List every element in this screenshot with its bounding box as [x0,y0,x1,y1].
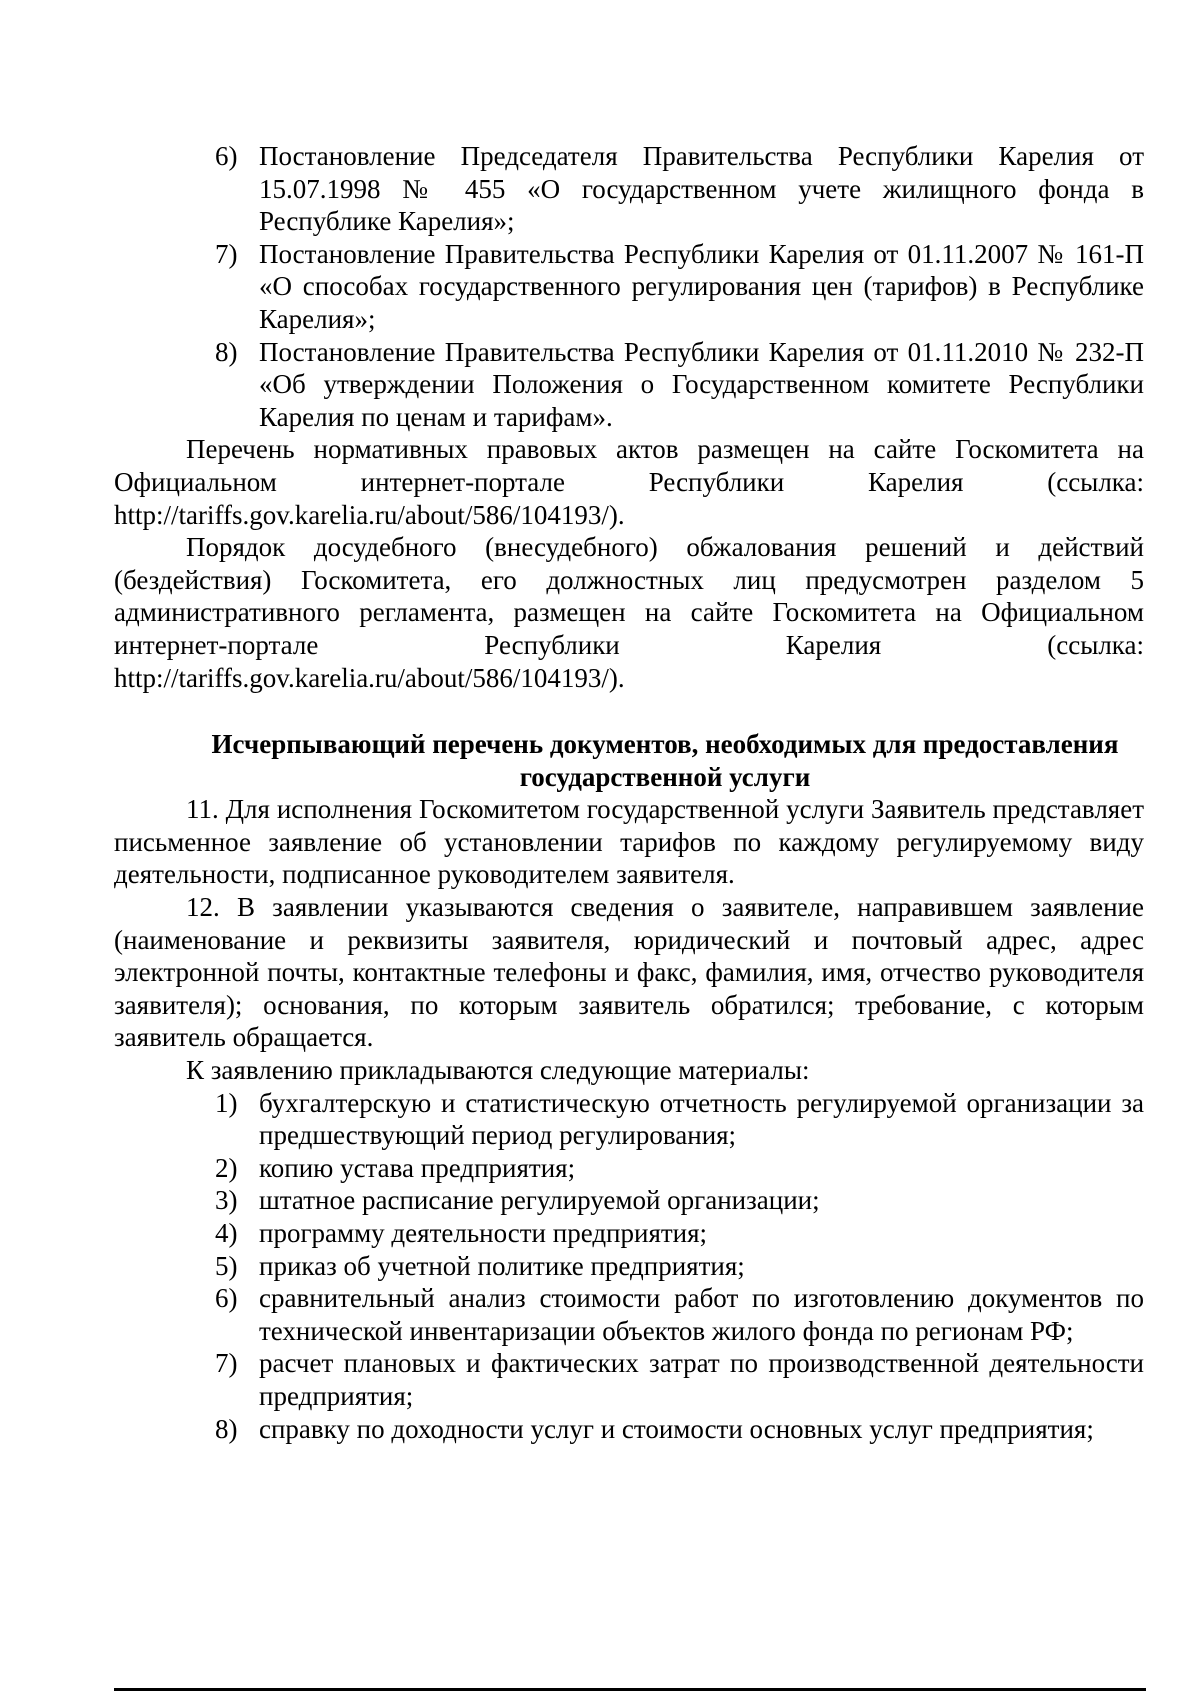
list-item-number: 6) [215,1283,238,1314]
section-heading [114,728,1144,793]
list-item [114,1413,1144,1446]
list-item [114,1152,1144,1185]
section-heading-line-1: Исчерпывающий перечень документов, необходимых для предоставления [211,729,1119,760]
list-item-number: 6) [215,141,238,171]
list-item [114,238,1144,336]
list-item-number: 7) [215,238,238,269]
list-item [114,1282,1144,1347]
list-item-number: 1) [215,1087,238,1118]
list-item-number: 5) [215,1250,238,1281]
list-item-text: копию устава предприятия; [259,1152,576,1183]
list-item-number: 7) [215,1348,238,1379]
list-item-number: 2) [215,1152,238,1183]
list-item-text: Постановление Правительства Республики Карелия от 01.11.2007 № 161-П «О способах государственного регулирования цен (тарифов) в Республике Карелия»; [259,238,1144,334]
page-bottom-rule [114,1688,1146,1691]
list-item [114,1250,1144,1283]
list-item-number: 8) [215,336,238,367]
list-item-number: 4) [215,1218,238,1248]
list-item [114,1347,1144,1412]
list-item-text: расчет плановых и фактических затрат по производственной деятельности предприятия; [259,1348,1144,1411]
document-page [114,140,1144,1445]
list-item-text: Постановление Правительства Республики Карелия от 01.11.2010 № 232-П «Об утверждении Положения о Государственном комитете Республики Карелия по ценам и тарифам». [259,336,1144,432]
list-item-text: приказ об учетной политике предприятия; [259,1250,745,1281]
paragraph-11: 11. Для исполнения Госкомитетом государственной услуги Заявитель представляет письменное заявление об установлении тарифов по каждому регулируемому виду деятельности, подписанное руководителем заявителя. [114,794,1144,890]
list-item [114,1217,1144,1250]
paragraph-appeal: Порядок досудебного (внесудебного) обжалования решений и действий (бездействия) Госкомитета, его должностных лиц предусмотрен разделом 5 административного регламента, размещен на сайте Госкомитета на Официальном интернет-портале Республики Карелия (ссылка: http://tariffs.gov.karelia.ru/about/586/104193/). [114,532,1144,693]
attachments-list [114,1087,1144,1446]
list-item-number: 3) [215,1185,238,1216]
legal-acts-list [114,140,1144,433]
list-item [114,140,1144,238]
list-item-text: бухгалтерскую и статистическую отчетность регулируемой организации за предшествующий период регулирования; [259,1087,1144,1151]
list-item [114,1184,1144,1217]
list-item-text: справку по доходности услуг и стоимости основных услуг предприятия; [259,1413,1094,1444]
list-item-text: программу деятельности предприятия; [259,1218,708,1248]
list-item-text: Постановление Председателя Правительства Республики Карелия от 15.07.1998 № 455 «О государственном учете жилищного фонда в Республике Карелия»; [259,141,1144,237]
paragraph-legal-acts: Перечень нормативных правовых актов размещен на сайте Госкомитета на Официальном интернет-портале Республики Карелия (ссылка: http://tariffs.gov.karelia.ru/about/586/104193/). [114,434,1144,530]
paragraph-attachments: К заявлению прикладываются следующие материалы: [186,1055,810,1086]
list-item [114,1087,1144,1152]
paragraph-12: 12. В заявлении указываются сведения о заявителе, направившем заявление (наименование и реквизиты заявителя, юридический и почтовый адрес, адрес электронной почты, контактные телефоны и факс, фамилия, имя, отчество руководителя заявителя); основания, по которым заявитель обратился; требование, с которым заявитель обращается. [114,892,1144,1053]
list-item-text: сравнительный анализ стоимости работ по изготовлению документов по технической инвентаризации объектов жилого фонда по регионам РФ; [259,1283,1144,1346]
list-item-text: штатное расписание регулируемой организации; [259,1185,820,1216]
list-item [114,336,1144,434]
list-item-number: 8) [215,1413,238,1444]
section-heading-line-2: государственной услуги [519,761,811,792]
